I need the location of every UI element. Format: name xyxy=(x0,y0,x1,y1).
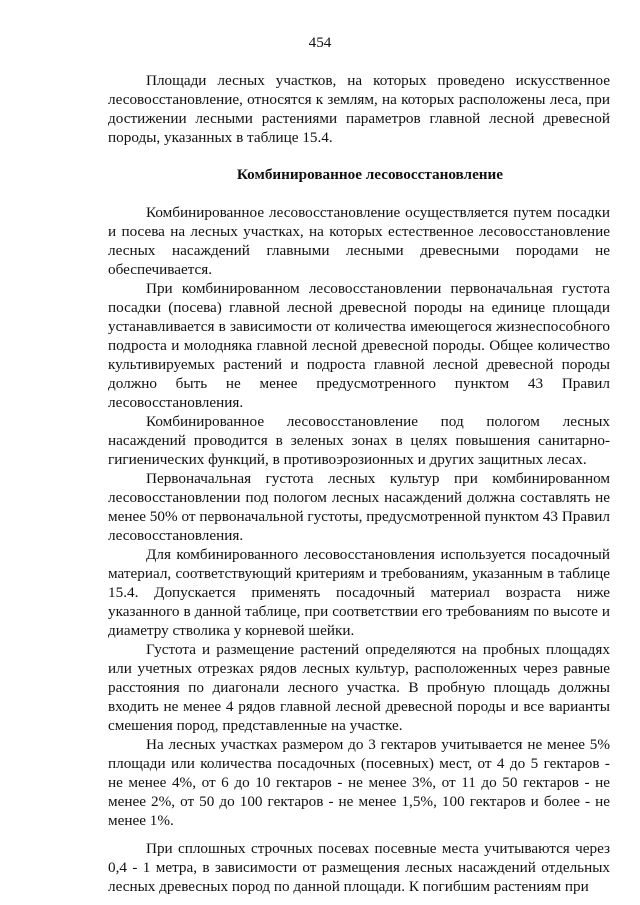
paragraph-initial-density: При комбинированном лесовосстановлении первоначальная густота посадки (посева) главной лесной древесной породы на единице площади устанавливается в зависимости от количества имеющегося жизнеспособного подроста и молодняка главной лесной древесной породы. Общее количество культивируемых растений и подроста главной лесной древесной породы должно быть не менее предусмотренного пунктом 43 Правил лесовосстановления. xyxy=(108,280,610,411)
paragraph-combined-reforestation-definition: Комбинированное лесовосстановление осуществляется путем посадки и посева на лесных участках, на которых естественное лесовосстановление лесных насаждений главными лесными древесными породами не обеспечивается. xyxy=(108,204,610,278)
section-heading: Комбинированное лесовосстановление xyxy=(236,166,504,183)
page-number: 454 xyxy=(308,34,332,51)
document-body xyxy=(108,71,610,896)
paragraph-under-canopy: Комбинированное лесовосстановление под пологом лесных насаждений проводится в зеленых зонах в целях повышения санитарно-гигиенических функций, в противоэрозионных и других защитных лесах. xyxy=(108,413,610,468)
paragraph-survey-percentages: На лесных участках размером до 3 гектаров учитывается не менее 5% площади или количества посадочных (посевных) мест, от 4 до 5 гектаров - не менее 4%, от 6 до 10 гектаров - не менее 3%, от 11 до 50 гектаров - не менее 2%, от 50 до 100 гектаров - не менее 1,5%, 100 гектаров и более - не менее 1%. xyxy=(108,736,610,829)
paragraph-density-under-canopy: Первоначальная густота лесных культур при комбинированном лесовосстановлении под пологом лесных насаждений должна составлять не менее 50% от первоначальной густоты, предусмотренной пунктом 43 Правил лесовосстановления. xyxy=(108,470,610,544)
heading-spacer xyxy=(108,184,610,203)
paragraph-planting-material: Для комбинированного лесовосстановления используется посадочный материал, соответствующий критериям и требованиям, указанным в таблице 15.4. Допускается применять посадочный материал возраста ниже указанного в данной таблице, при соответствии его требованиям по высоте и диаметру стволика у корневой шейки. xyxy=(108,546,610,639)
section-spacer xyxy=(108,147,610,165)
paragraph-artificial-reforestation-lands: Площади лесных участков, на которых проведено искусственное лесовосстановление, относятся к землям, на которых расположены леса, при достижении лесными растениями параметров главной лесной древесной породы, указанных в таблице 15.4. xyxy=(108,72,610,146)
paragraph-spacer xyxy=(108,830,610,839)
paragraph-continuous-sowing: При сплошных строчных посевах посевные места учитываются через 0,4 - 1 метра, в зависимости от размещения лесных насаждений отдельных лесных древесных пород по данной площади. К погибшим растениям при xyxy=(108,840,610,895)
paragraph-sample-plots: Густота и размещение растений определяются на пробных площадях или учетных отрезках рядов лесных культур, расположенных через равные расстояния по диагонали лесного участка. В пробную площадь должны входить не менее 4 рядов главной лесной древесной породы и все варианты смешения пород, представленные на участке. xyxy=(108,641,610,734)
